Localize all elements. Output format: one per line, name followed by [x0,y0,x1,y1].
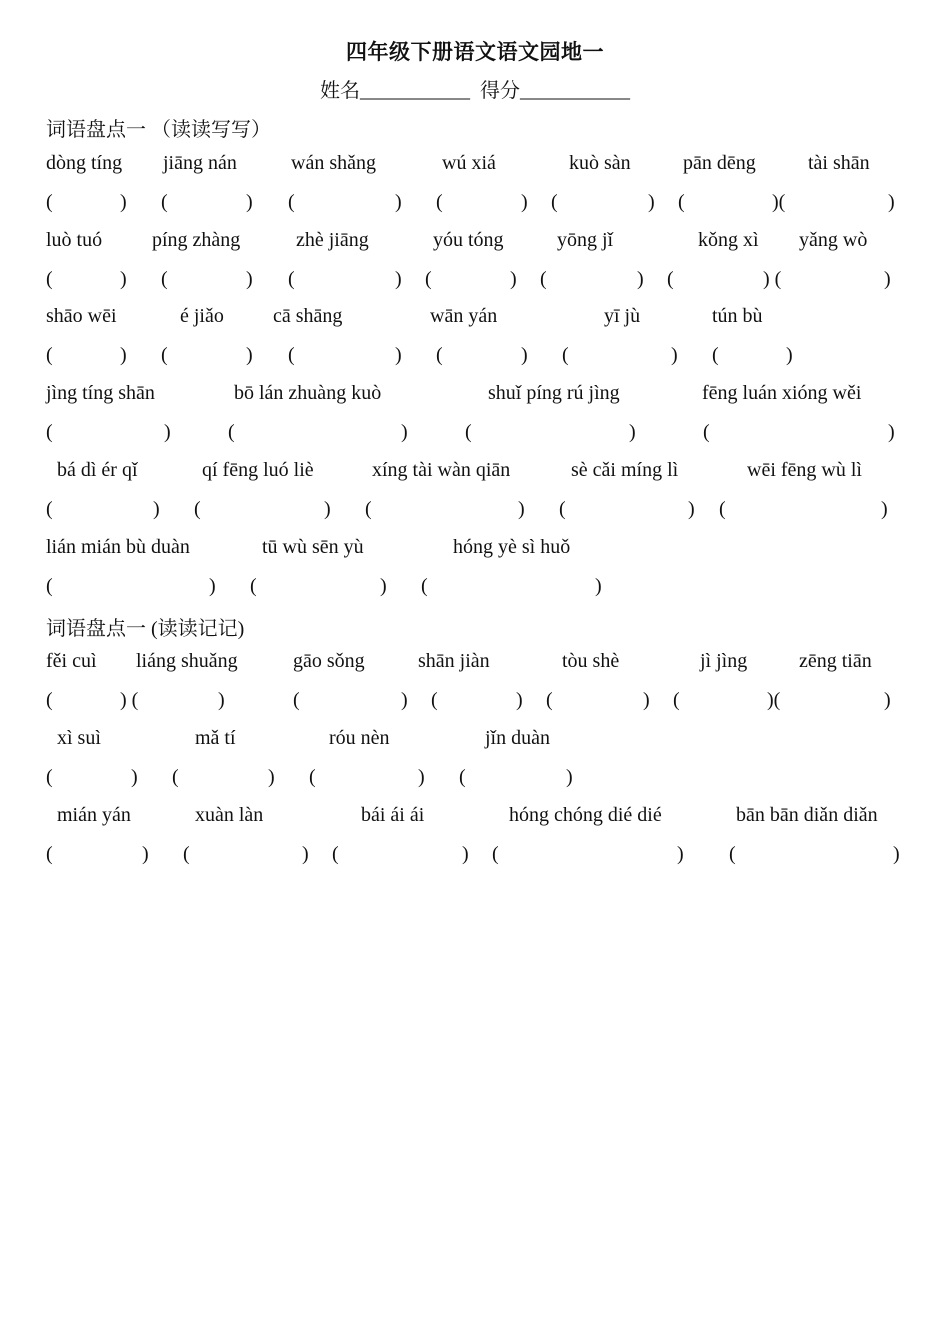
pinyin-word: mǎ tí [195,727,236,749]
blank-paren[interactable]: ) [120,344,127,366]
pinyin-word: zēng tiān [799,650,872,672]
pinyin-word: xì suì [57,727,101,749]
pinyin-word: bá dì ér qǐ [57,459,138,481]
blank-paren[interactable]: ) ( [763,268,782,290]
pinyin-word: bān bān diǎn diǎn [736,804,878,826]
blank-paren[interactable]: ( [250,575,257,597]
blank-paren[interactable]: ( [673,689,680,711]
blank-paren[interactable]: ) [888,191,895,213]
pinyin-word: sè cǎi míng lì [571,459,679,481]
pinyin-word: yóu tóng [433,229,504,251]
blank-paren[interactable]: ( [436,344,443,366]
answer-blank-row [0,268,950,294]
blank-paren[interactable]: ( [712,344,719,366]
pinyin-word: wú xiá [442,152,496,174]
name-score-bar [0,74,950,103]
blank-paren[interactable]: ) [164,421,171,443]
pinyin-word: hóng yè sì huǒ [453,536,571,558]
blank-paren[interactable]: ) [246,344,253,366]
blank-paren[interactable]: ( [421,575,428,597]
blank-paren[interactable]: ) ( [120,689,139,711]
blank-paren[interactable]: ( [46,344,53,366]
pinyin-word: hóng chóng dié dié [509,804,662,826]
answer-blank-row [0,191,950,217]
blank-paren[interactable]: )( [767,689,781,711]
blank-paren[interactable]: ) [120,268,127,290]
pinyin-word: jìng tíng shān [46,382,155,404]
pinyin-word: shuǐ píng rú jìng [488,382,620,404]
blank-paren[interactable]: ) [324,498,331,520]
blank-paren[interactable]: ) [131,766,138,788]
pinyin-word: róu nèn [329,727,390,749]
blank-paren[interactable]: ) [209,575,216,597]
pinyin-row [0,727,950,753]
blank-paren[interactable]: ( [293,689,300,711]
pinyin-word: pān dēng [683,152,756,174]
blank-paren[interactable]: ( [729,843,736,865]
blank-paren[interactable]: ( [194,498,201,520]
pinyin-word: fěi cuì [46,650,97,672]
blank-paren[interactable]: ( [172,766,179,788]
blank-paren[interactable]: ( [436,191,443,213]
blank-paren[interactable]: ) [884,689,891,711]
blank-paren[interactable]: ) [888,421,895,443]
pinyin-row [0,152,950,178]
blank-paren[interactable]: ) [521,344,528,366]
pinyin-word: kǒng xì [698,229,759,251]
blank-paren[interactable]: ) [395,344,402,366]
pinyin-word: tài shān [808,152,870,174]
pinyin-row [0,382,950,408]
blank-paren[interactable]: ) [418,766,425,788]
blank-paren[interactable]: ) [786,344,793,366]
blank-paren[interactable]: ) [643,689,650,711]
blank-paren[interactable]: ( [551,191,558,213]
blank-paren[interactable]: ) [153,498,160,520]
blank-paren[interactable]: ( [161,344,168,366]
blank-paren[interactable]: ) [218,689,225,711]
pinyin-word: jì jìng [700,650,748,672]
blank-paren[interactable]: ) [120,191,127,213]
answer-blank-row [0,344,950,370]
blank-paren[interactable]: ( [431,689,438,711]
pinyin-word: jiāng nán [163,152,237,174]
pinyin-word: yī jù [604,305,641,327]
pinyin-word: jǐn duàn [485,727,550,749]
blank-paren[interactable]: ( [365,498,372,520]
blank-paren[interactable]: ) [510,268,517,290]
blank-paren[interactable]: ( [492,843,499,865]
pinyin-word: wán shǎng [291,152,376,174]
answer-blank-row [0,843,950,869]
blank-paren[interactable]: ( [559,498,566,520]
pinyin-word: tū wù sēn yù [262,536,364,558]
pinyin-word: wān yán [430,305,498,327]
answer-blank-row [0,421,950,447]
pinyin-word: fēng luán xióng wěi [702,382,862,404]
pinyin-row [0,229,950,255]
blank-paren[interactable]: ) [648,191,655,213]
blank-paren[interactable]: ) [401,689,408,711]
blank-paren[interactable]: ( [46,191,53,213]
blank-paren[interactable]: ) [516,689,523,711]
pinyin-word: xíng tài wàn qiān [372,459,511,481]
blank-paren[interactable]: ( [425,268,432,290]
blank-paren[interactable]: ) [401,421,408,443]
blank-paren[interactable]: ( [459,766,466,788]
pinyin-word: tún bù [712,305,763,327]
blank-paren[interactable]: ( [562,344,569,366]
answer-blank-row [0,766,950,792]
blank-paren[interactable]: ( [546,689,553,711]
blank-paren[interactable]: ( [161,191,168,213]
pinyin-word: cā shāng [273,305,343,327]
pinyin-row [0,536,950,562]
section-title-read-write: 词语盘点一 （读读写写） [46,119,271,141]
blank-paren[interactable]: ( [46,421,53,443]
blank-paren[interactable]: ) [395,191,402,213]
blank-paren[interactable]: ( [540,268,547,290]
blank-paren[interactable]: ( [309,766,316,788]
pinyin-word: xuàn làn [195,804,264,826]
answer-blank-row [0,689,950,715]
blank-paren[interactable]: ) [246,268,253,290]
pinyin-word: shāo wēi [46,305,117,327]
pinyin-word: píng zhàng [152,229,241,251]
pinyin-word: bō lán zhuàng kuò [234,382,382,404]
blank-paren[interactable]: ) [380,575,387,597]
section-title-read-remember: 词语盘点一 (读读记记) [46,618,245,640]
blank-paren[interactable]: ) [142,843,149,865]
blank-paren[interactable]: ( [719,498,726,520]
blank-paren[interactable]: ( [288,191,295,213]
blank-paren[interactable]: ( [46,575,53,597]
pinyin-word: mián yán [57,804,131,826]
blank-paren[interactable]: ) [462,843,469,865]
blank-paren[interactable]: ( [183,843,190,865]
pinyin-word: wēi fēng wù lì [747,459,862,481]
blank-paren[interactable]: ( [703,421,710,443]
blank-paren[interactable]: ( [161,268,168,290]
pinyin-word: yǎng wò [799,229,868,251]
pinyin-word: dòng tíng [46,152,123,174]
blank-paren[interactable]: ) [629,421,636,443]
blank-paren[interactable]: ) [302,843,309,865]
blank-paren[interactable]: ) [268,766,275,788]
pinyin-row [0,650,950,676]
blank-paren[interactable]: ( [678,191,685,213]
answer-blank-row [0,498,950,524]
pinyin-row [0,804,950,830]
blank-paren[interactable]: )( [772,191,786,213]
blank-paren[interactable]: ) [566,766,573,788]
pinyin-word: liáng shuǎng [136,650,238,672]
blank-paren[interactable]: ( [465,421,472,443]
blank-paren[interactable]: ) [518,498,525,520]
blank-paren[interactable]: ( [288,268,295,290]
answer-blank-row [0,575,950,601]
blank-paren[interactable]: ( [46,268,53,290]
blank-paren[interactable]: ( [288,344,295,366]
blank-paren[interactable]: ) [637,268,644,290]
pinyin-word: shān jiàn [418,650,490,672]
blank-paren[interactable]: ) [884,268,891,290]
blank-paren[interactable]: ( [46,843,53,865]
pinyin-word: gāo sǒng [293,650,365,672]
pinyin-word: luò tuó [46,229,103,251]
pinyin-row [0,459,950,485]
pinyin-word: lián mián bù duàn [46,536,190,558]
pinyin-row [0,305,950,331]
pinyin-word: qí fēng luó liè [202,459,314,481]
blank-paren[interactable]: ( [332,843,339,865]
pinyin-word: kuò sàn [569,152,631,174]
blank-paren[interactable]: ) [671,344,678,366]
blank-paren[interactable]: ) [881,498,888,520]
blank-paren[interactable]: ) [893,843,900,865]
pinyin-word: é jiǎo [180,305,224,327]
blank-paren[interactable]: ( [46,766,53,788]
blank-paren[interactable]: ) [595,575,602,597]
page-title: 四年级下册语文语文园地一 [346,40,604,64]
blank-paren[interactable]: ( [46,689,53,711]
pinyin-word: tòu shè [562,650,620,672]
blank-paren[interactable]: ( [46,498,53,520]
blank-paren[interactable]: ( [228,421,235,443]
pinyin-word: zhè jiāng [296,229,369,251]
blank-paren[interactable]: ) [521,191,528,213]
pinyin-word: yōng jǐ [557,229,614,251]
pinyin-word: bái ái ái [361,804,425,826]
blank-paren[interactable]: ) [677,843,684,865]
name-field[interactable]: 姓名___________ [320,80,470,102]
blank-paren[interactable]: ) [688,498,695,520]
blank-paren[interactable]: ( [667,268,674,290]
blank-paren[interactable]: ) [246,191,253,213]
blank-paren[interactable]: ) [395,268,402,290]
score-field[interactable]: 得分___________ [480,80,630,102]
